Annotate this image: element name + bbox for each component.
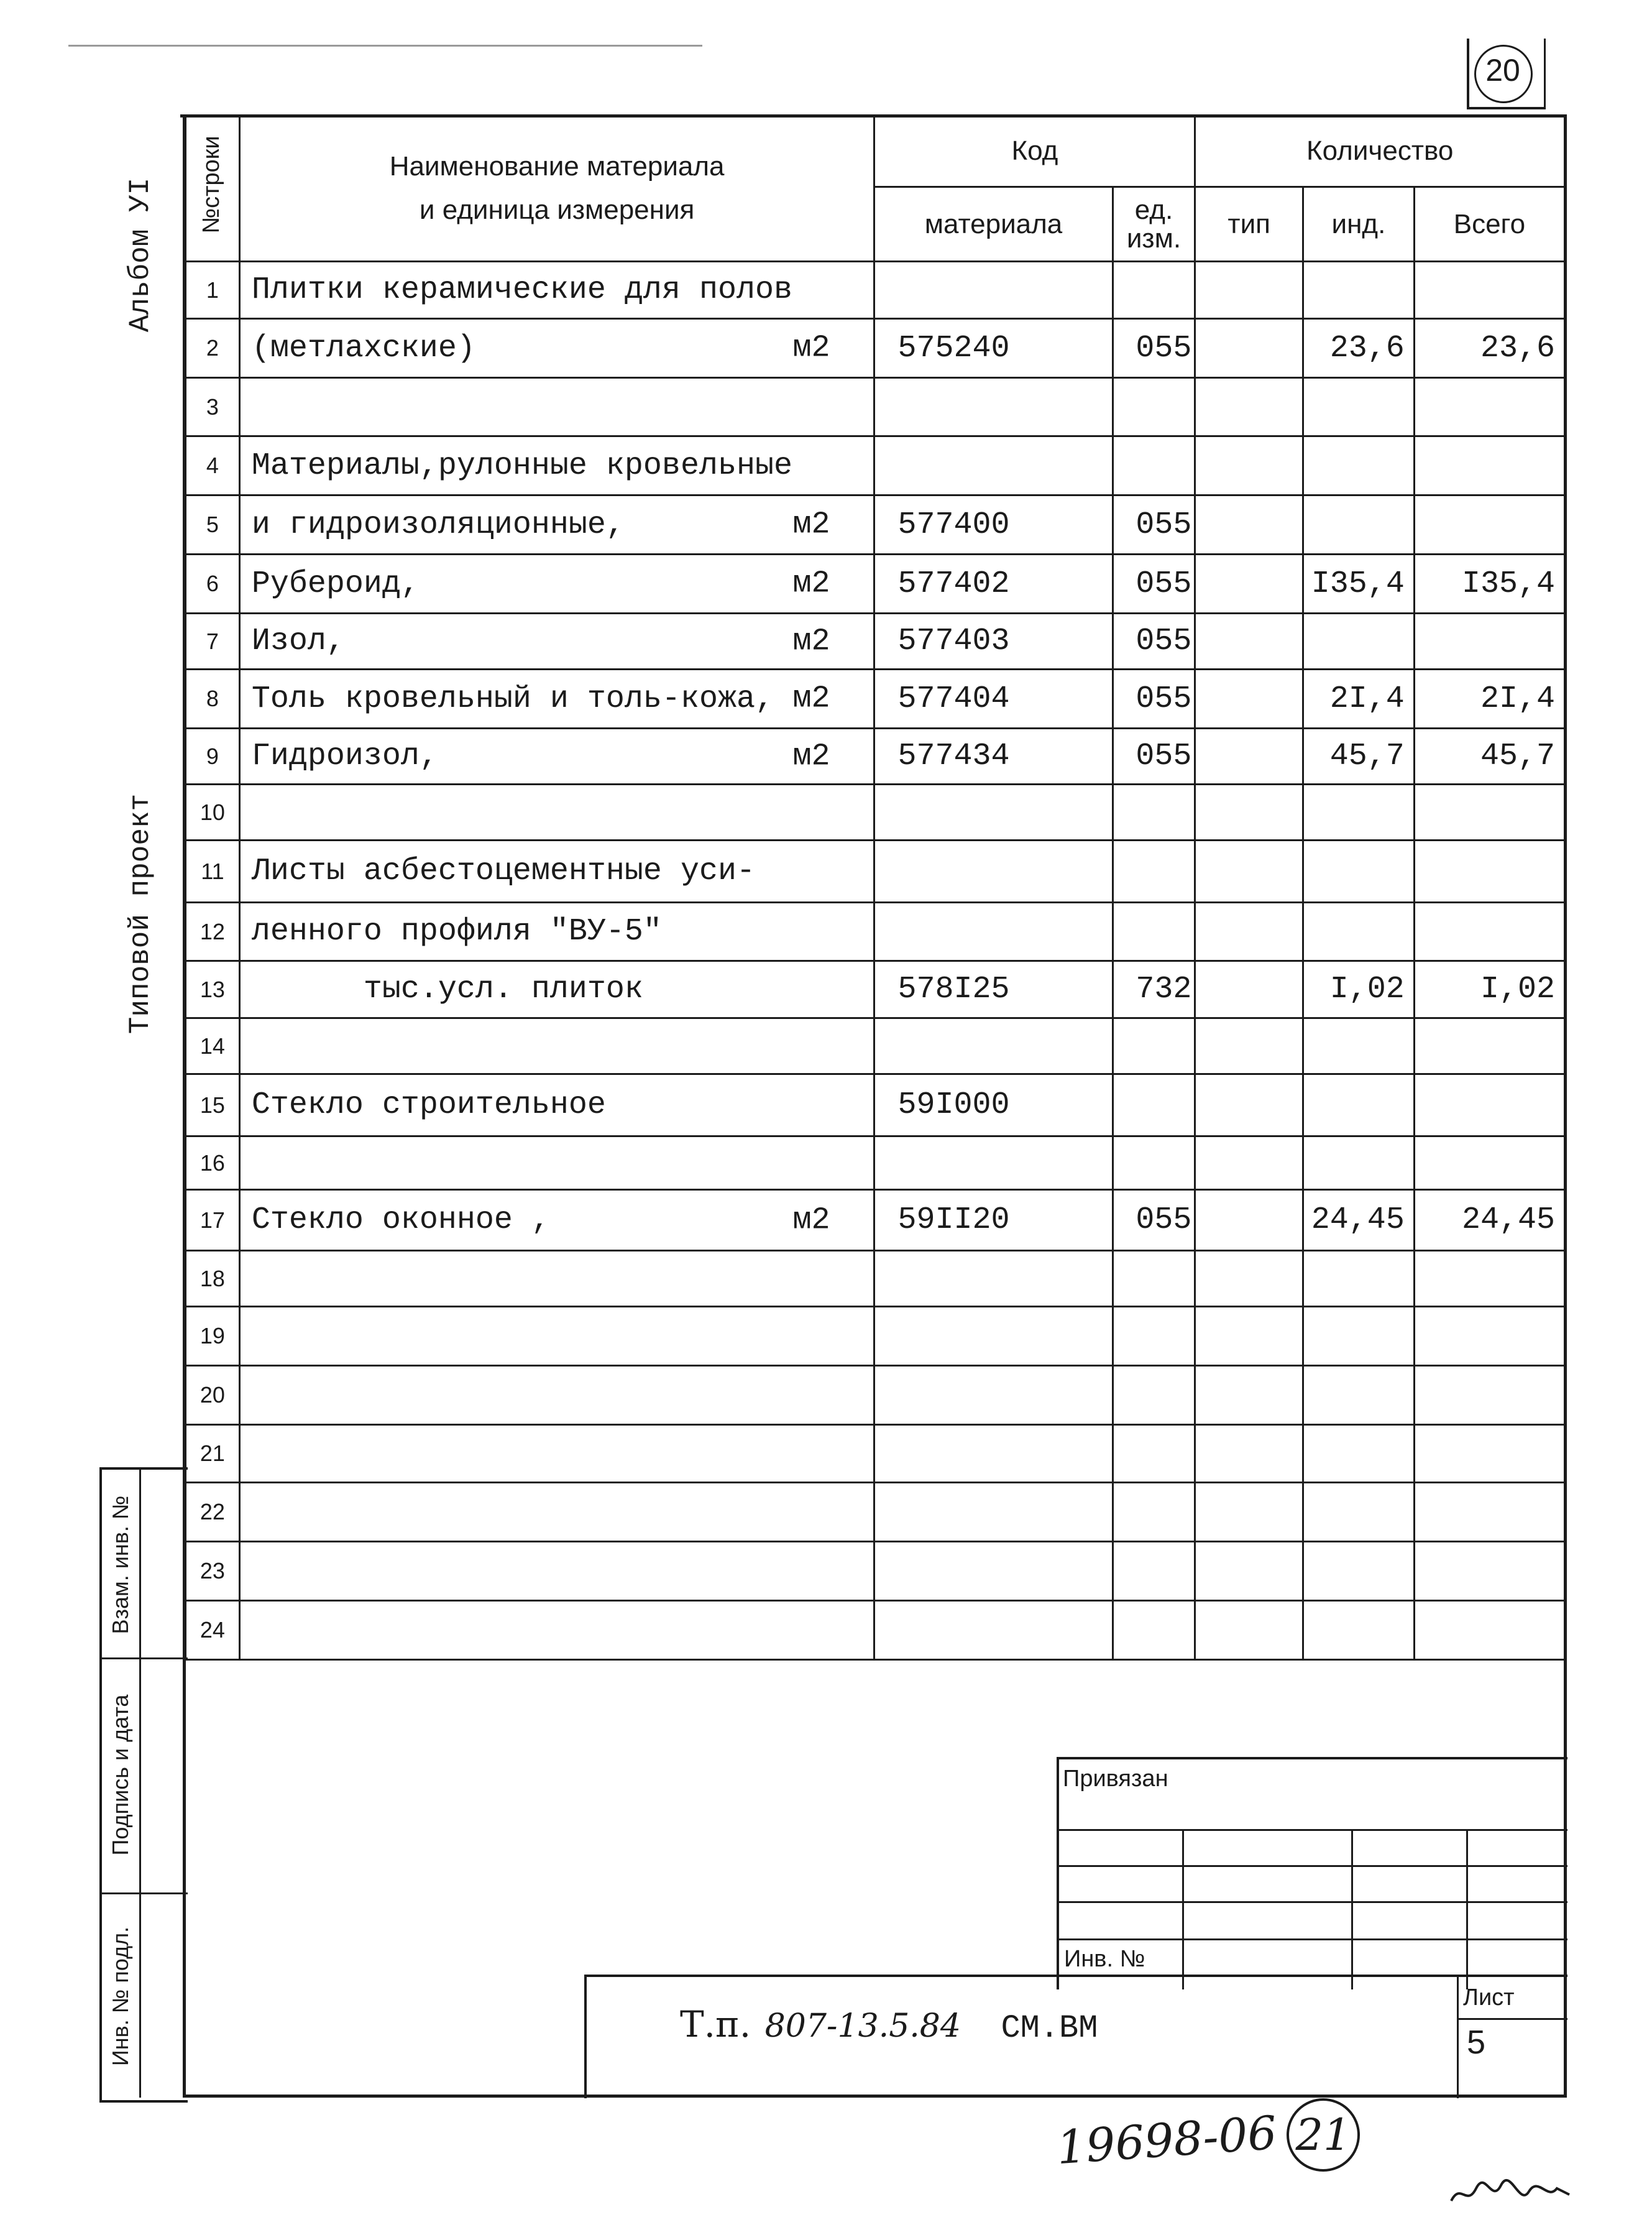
material-name: Гидроизол,: [251, 739, 438, 774]
row-number: 24: [200, 1617, 225, 1643]
unit-code-cell: [1113, 1601, 1195, 1660]
header-row-no: №строки: [186, 116, 240, 262]
quantity-typ-cell: [1195, 1251, 1303, 1307]
row-number-cell: [186, 1018, 240, 1074]
row-number: 10: [200, 799, 225, 825]
header-typ: тип: [1195, 187, 1303, 262]
material-name-cell: [239, 1483, 874, 1542]
table-row: [186, 1190, 1565, 1251]
unit-code: 055: [1136, 1202, 1192, 1238]
signature-scribble: [1448, 2170, 1572, 2213]
row-number-cell: [186, 1074, 240, 1136]
row-number: 16: [200, 1150, 225, 1176]
material-unit-label: м2: [792, 1202, 830, 1238]
material-name-cell: [239, 378, 874, 436]
quantity-ind-cell: [1303, 378, 1415, 436]
row-number: 2: [206, 335, 219, 361]
material-code: 577434: [897, 739, 1010, 774]
side-stamp: [99, 1467, 188, 2103]
quantity-ind-cell: [1303, 319, 1415, 378]
row-number-cell: [186, 1542, 240, 1601]
unit-code-cell: [1113, 262, 1195, 319]
unit-code-cell: [1113, 1190, 1195, 1251]
table-row: [186, 1251, 1565, 1307]
material-name-cell: [239, 495, 874, 555]
inv-podl-label: Инв. № подл.: [108, 1926, 133, 2067]
quantity-typ-cell: [1195, 1074, 1303, 1136]
quantity-total-cell: [1414, 1425, 1564, 1483]
quantity-total-cell: [1414, 1601, 1564, 1660]
material-code-cell: [874, 1601, 1113, 1660]
quantity-typ-cell: [1195, 378, 1303, 436]
privyazan-block: Привязан Инв. №: [1057, 1757, 1567, 1989]
material-code: 577402: [897, 566, 1010, 602]
row-number: 20: [200, 1382, 225, 1408]
quantity-ind: 24,45: [1311, 1202, 1405, 1238]
row-number: 13: [200, 976, 225, 1002]
quantity-ind-cell: [1303, 1018, 1415, 1074]
material-name-cell: [239, 436, 874, 495]
material-code-cell: [874, 1251, 1113, 1307]
row-number: 18: [200, 1265, 225, 1291]
material-code-cell: [874, 378, 1113, 436]
quantity-ind-cell: [1303, 1190, 1415, 1251]
quantity-total: 2I,4: [1480, 681, 1555, 717]
quantity-ind: 2I,4: [1329, 681, 1405, 717]
top-scan-line: [68, 45, 702, 47]
material-name: Листы асбестоцементные уси-: [251, 854, 755, 889]
unit-code: 055: [1136, 507, 1192, 543]
material-name-cell: [239, 1366, 874, 1425]
material-name: Рубероид,: [251, 566, 420, 602]
unit-code-cell: [1113, 961, 1195, 1018]
quantity-ind-cell: [1303, 1483, 1415, 1542]
unit-code: 055: [1136, 681, 1192, 717]
unit-code-cell: [1113, 378, 1195, 436]
project-type-label: Типовой проект: [124, 793, 157, 1035]
quantity-typ-cell: [1195, 1190, 1303, 1251]
unit-code-cell: [1113, 1018, 1195, 1074]
row-number-cell: [186, 1307, 240, 1366]
quantity-ind-cell: [1303, 670, 1415, 729]
table-row: [186, 1542, 1565, 1601]
quantity-total-cell: [1414, 785, 1564, 841]
header-quantity: Количество: [1195, 116, 1565, 187]
row-number: 12: [200, 918, 225, 944]
quantity-total-cell: [1414, 841, 1564, 903]
row-number: 7: [206, 628, 219, 654]
unit-code-cell: [1113, 1425, 1195, 1483]
material-code-cell: [874, 670, 1113, 729]
quantity-typ-cell: [1195, 1136, 1303, 1190]
vzam-inv-label: Взам. инв. №: [108, 1495, 133, 1634]
unit-code: 055: [1136, 330, 1192, 366]
material-code: 59I000: [897, 1087, 1010, 1123]
quantity-total-cell: [1414, 903, 1564, 961]
unit-code-cell: [1113, 495, 1195, 555]
quantity-typ-cell: [1195, 1307, 1303, 1366]
material-name: и гидроизоляционные,: [251, 507, 625, 543]
quantity-total-cell: [1414, 1074, 1564, 1136]
quantity-typ-cell: [1195, 1366, 1303, 1425]
unit-code-cell: [1113, 436, 1195, 495]
quantity-total-cell: [1414, 495, 1564, 555]
unit-code-cell: [1113, 319, 1195, 378]
row-number-cell: [186, 729, 240, 785]
row-number: 6: [206, 571, 219, 596]
table-row: [186, 670, 1565, 729]
podpis-label: Подпись и дата: [108, 1694, 133, 1856]
material-unit-label: м2: [792, 681, 830, 717]
row-number-cell: [186, 1251, 240, 1307]
material-name-cell: [239, 1542, 874, 1601]
quantity-typ-cell: [1195, 319, 1303, 378]
row-number: 15: [200, 1092, 225, 1118]
quantity-ind-cell: [1303, 1601, 1415, 1660]
material-name-cell: [239, 903, 874, 961]
material-name-cell: [239, 841, 874, 903]
material-code: 578I25: [897, 972, 1010, 1007]
row-number-cell: [186, 1483, 240, 1542]
material-name-cell: [239, 670, 874, 729]
header-name: Наименование материала и единица измерения: [239, 116, 874, 262]
unit-code-cell: [1113, 1074, 1195, 1136]
material-code-cell: [874, 1136, 1113, 1190]
material-code-cell: [874, 961, 1113, 1018]
table-row: [186, 436, 1565, 495]
material-code-cell: [874, 785, 1113, 841]
material-name: Стекло оконное ,: [251, 1202, 550, 1238]
circled-number: 21: [1287, 2098, 1360, 2172]
unit-code-cell: [1113, 1542, 1195, 1601]
row-number-cell: [186, 495, 240, 555]
quantity-total-cell: [1414, 262, 1564, 319]
header-material-code: материала: [874, 187, 1113, 262]
row-number-cell: [186, 436, 240, 495]
unit-code-cell: [1113, 903, 1195, 961]
quantity-ind: 23,6: [1329, 330, 1405, 366]
handwritten-number: 19698-06: [1055, 2106, 1279, 2175]
material-name-cell: [239, 1190, 874, 1251]
material-code-cell: [874, 1425, 1113, 1483]
quantity-total: 45,7: [1480, 739, 1555, 774]
quantity-typ-cell: [1195, 785, 1303, 841]
unit-code-cell: [1113, 614, 1195, 670]
quantity-typ-cell: [1195, 1018, 1303, 1074]
materials-table: [185, 114, 1566, 1661]
quantity-ind-cell: [1303, 495, 1415, 555]
row-number: 23: [200, 1558, 225, 1583]
row-number-cell: [186, 670, 240, 729]
quantity-typ-cell: [1195, 614, 1303, 670]
quantity-total-cell: [1414, 378, 1564, 436]
quantity-ind: I,02: [1329, 972, 1405, 1007]
material-code: 577403: [897, 624, 1010, 659]
material-name-cell: [239, 1074, 874, 1136]
quantity-total: 24,45: [1461, 1202, 1555, 1238]
quantity-total-cell: [1414, 1018, 1564, 1074]
material-code-cell: [874, 1074, 1113, 1136]
material-name: Стекло строительное: [251, 1087, 606, 1123]
material-code-cell: [874, 1366, 1113, 1425]
table-row: [186, 903, 1565, 961]
quantity-ind-cell: [1303, 1425, 1415, 1483]
material-name-cell: [239, 319, 874, 378]
quantity-ind-cell: [1303, 729, 1415, 785]
material-code-cell: [874, 841, 1113, 903]
table-row: [186, 555, 1565, 614]
quantity-typ-cell: [1195, 1425, 1303, 1483]
material-name: Плитки керамические для полов: [251, 272, 792, 308]
designation-block: [584, 1975, 1567, 2098]
row-number-cell: [186, 1190, 240, 1251]
table-row: [186, 1366, 1565, 1425]
row-number: 14: [200, 1033, 225, 1059]
quantity-ind-cell: [1303, 436, 1415, 495]
material-unit-label: м2: [792, 624, 830, 659]
row-number: 19: [200, 1323, 225, 1348]
material-code-cell: [874, 262, 1113, 319]
quantity-typ-cell: [1195, 436, 1303, 495]
row-number-cell: [186, 961, 240, 1018]
material-name: Изол,: [251, 624, 345, 659]
header-ind: инд.: [1303, 187, 1415, 262]
row-number-cell: [186, 1136, 240, 1190]
row-number: 22: [200, 1499, 225, 1524]
quantity-typ-cell: [1195, 495, 1303, 555]
material-name-cell: [239, 1136, 874, 1190]
material-code-cell: [874, 319, 1113, 378]
material-name: ленного профиля "ВУ-5": [251, 914, 662, 949]
material-unit-label: м2: [792, 507, 830, 543]
quantity-ind-cell: [1303, 1251, 1415, 1307]
quantity-total-cell: [1414, 436, 1564, 495]
material-code-cell: [874, 1542, 1113, 1601]
quantity-ind-cell: [1303, 841, 1415, 903]
unit-code-cell: [1113, 1366, 1195, 1425]
material-unit-label: м2: [792, 566, 830, 602]
row-number-cell: [186, 1366, 240, 1425]
material-unit-label: м2: [792, 330, 830, 366]
quantity-total-cell: [1414, 1251, 1564, 1307]
table-row: [186, 378, 1565, 436]
quantity-total-cell: [1414, 670, 1564, 729]
material-code-cell: [874, 1307, 1113, 1366]
quantity-ind-cell: [1303, 961, 1415, 1018]
material-name: Материалы,рулонные кровельные: [251, 448, 792, 484]
quantity-ind-cell: [1303, 903, 1415, 961]
material-code-cell: [874, 729, 1113, 785]
quantity-total: 23,6: [1480, 330, 1555, 366]
material-unit-label: м2: [792, 739, 830, 774]
table-row: [186, 1018, 1565, 1074]
table-row: [186, 262, 1565, 319]
row-number-cell: [186, 262, 240, 319]
material-name-cell: [239, 961, 874, 1018]
quantity-typ-cell: [1195, 961, 1303, 1018]
quantity-ind-cell: [1303, 1366, 1415, 1425]
table-row: [186, 961, 1565, 1018]
album-label: Альбом УI: [124, 177, 157, 333]
table-row: [186, 319, 1565, 378]
table-row: [186, 1307, 1565, 1366]
quantity-total-cell: [1414, 614, 1564, 670]
table-row: [186, 1483, 1565, 1542]
quantity-typ-cell: [1195, 729, 1303, 785]
table-row: [186, 841, 1565, 903]
material-code-cell: [874, 436, 1113, 495]
row-number: 9: [206, 743, 219, 769]
quantity-typ-cell: [1195, 841, 1303, 903]
unit-code-cell: [1113, 785, 1195, 841]
quantity-typ-cell: [1195, 1542, 1303, 1601]
unit-code: 055: [1136, 566, 1192, 602]
table-row: [186, 1601, 1565, 1660]
row-number: 21: [200, 1440, 225, 1466]
quantity-ind-cell: [1303, 614, 1415, 670]
material-name: Толь кровельный и толь-кожа,: [251, 681, 774, 717]
quantity-total: I35,4: [1461, 566, 1555, 602]
material-code: 59II20: [897, 1202, 1010, 1238]
sheet-number-top: 20: [1467, 39, 1546, 109]
list-label: Лист: [1463, 1984, 1515, 2011]
quantity-typ-cell: [1195, 903, 1303, 961]
designation-text: Т.п. 807-13.5.84 СМ.ВМ: [680, 2003, 1098, 2047]
quantity-ind: I35,4: [1311, 566, 1405, 602]
unit-code-cell: [1113, 1136, 1195, 1190]
table-row: [186, 1425, 1565, 1483]
quantity-total-cell: [1414, 1190, 1564, 1251]
unit-code-cell: [1113, 1483, 1195, 1542]
quantity-ind-cell: [1303, 555, 1415, 614]
unit-code-cell: [1113, 1251, 1195, 1307]
row-number: 8: [206, 686, 219, 711]
table-row: [186, 495, 1565, 555]
material-code-cell: [874, 903, 1113, 961]
row-number-cell: [186, 1601, 240, 1660]
quantity-total: I,02: [1480, 972, 1555, 1007]
header-unit: ед. изм.: [1113, 187, 1195, 262]
quantity-ind-cell: [1303, 1542, 1415, 1601]
quantity-total-cell: [1414, 961, 1564, 1018]
unit-code: 055: [1136, 739, 1192, 774]
material-code-cell: [874, 614, 1113, 670]
quantity-typ-cell: [1195, 555, 1303, 614]
quantity-total-cell: [1414, 1307, 1564, 1366]
table-row: [186, 614, 1565, 670]
material-name-cell: [239, 1018, 874, 1074]
quantity-ind-cell: [1303, 1136, 1415, 1190]
row-number-cell: [186, 1425, 240, 1483]
quantity-typ-cell: [1195, 670, 1303, 729]
row-number-cell: [186, 614, 240, 670]
unit-code-cell: [1113, 841, 1195, 903]
quantity-ind-cell: [1303, 1307, 1415, 1366]
quantity-total-cell: [1414, 729, 1564, 785]
row-number-cell: [186, 319, 240, 378]
material-name-cell: [239, 555, 874, 614]
material-name-cell: [239, 262, 874, 319]
material-name-cell: [239, 729, 874, 785]
quantity-total-cell: [1414, 1136, 1564, 1190]
quantity-typ-cell: [1195, 1483, 1303, 1542]
unit-code: 055: [1136, 624, 1192, 659]
row-number: 4: [206, 453, 219, 478]
header-code: Код: [874, 116, 1195, 187]
quantity-total-cell: [1414, 555, 1564, 614]
row-number-cell: [186, 841, 240, 903]
material-code-cell: [874, 1190, 1113, 1251]
quantity-total-cell: [1414, 1366, 1564, 1425]
material-name-cell: [239, 1251, 874, 1307]
material-name-cell: [239, 785, 874, 841]
inv-no-label: Инв. №: [1064, 1946, 1145, 1972]
table-row: [186, 729, 1565, 785]
row-number-cell: [186, 903, 240, 961]
quantity-total-cell: [1414, 1483, 1564, 1542]
material-code-cell: [874, 1018, 1113, 1074]
quantity-ind: 45,7: [1329, 739, 1405, 774]
quantity-total-cell: [1414, 319, 1564, 378]
material-code: 577400: [897, 507, 1010, 543]
quantity-total-cell: [1414, 1542, 1564, 1601]
row-number-cell: [186, 555, 240, 614]
material-name-cell: [239, 1307, 874, 1366]
table-row: [186, 1136, 1565, 1190]
material-code-cell: [874, 555, 1113, 614]
material-name: (метлахские): [251, 330, 475, 366]
quantity-typ-cell: [1195, 262, 1303, 319]
row-number: 11: [201, 858, 224, 884]
header-total: Всего: [1414, 187, 1564, 262]
material-name-cell: [239, 1601, 874, 1660]
row-number-cell: [186, 378, 240, 436]
quantity-ind-cell: [1303, 1074, 1415, 1136]
quantity-typ-cell: [1195, 1601, 1303, 1660]
unit-code-cell: [1113, 1307, 1195, 1366]
unit-code: 732: [1136, 972, 1192, 1007]
table-row: [186, 1074, 1565, 1136]
material-code-cell: [874, 495, 1113, 555]
unit-code-cell: [1113, 729, 1195, 785]
table-row: [186, 785, 1565, 841]
material-name: тыс.усл. плиток: [251, 972, 643, 1007]
row-number: 17: [200, 1207, 225, 1233]
row-number: 1: [206, 277, 219, 303]
material-name-cell: [239, 1425, 874, 1483]
row-number: 5: [206, 512, 219, 537]
row-number: 3: [206, 394, 219, 420]
material-code: 575240: [897, 330, 1010, 366]
row-number-cell: [186, 785, 240, 841]
quantity-ind-cell: [1303, 262, 1415, 319]
unit-code-cell: [1113, 670, 1195, 729]
quantity-ind-cell: [1303, 785, 1415, 841]
material-code: 577404: [897, 681, 1010, 717]
material-name-cell: [239, 614, 874, 670]
unit-code-cell: [1113, 555, 1195, 614]
list-value: 5: [1467, 2024, 1486, 2061]
material-code-cell: [874, 1483, 1113, 1542]
